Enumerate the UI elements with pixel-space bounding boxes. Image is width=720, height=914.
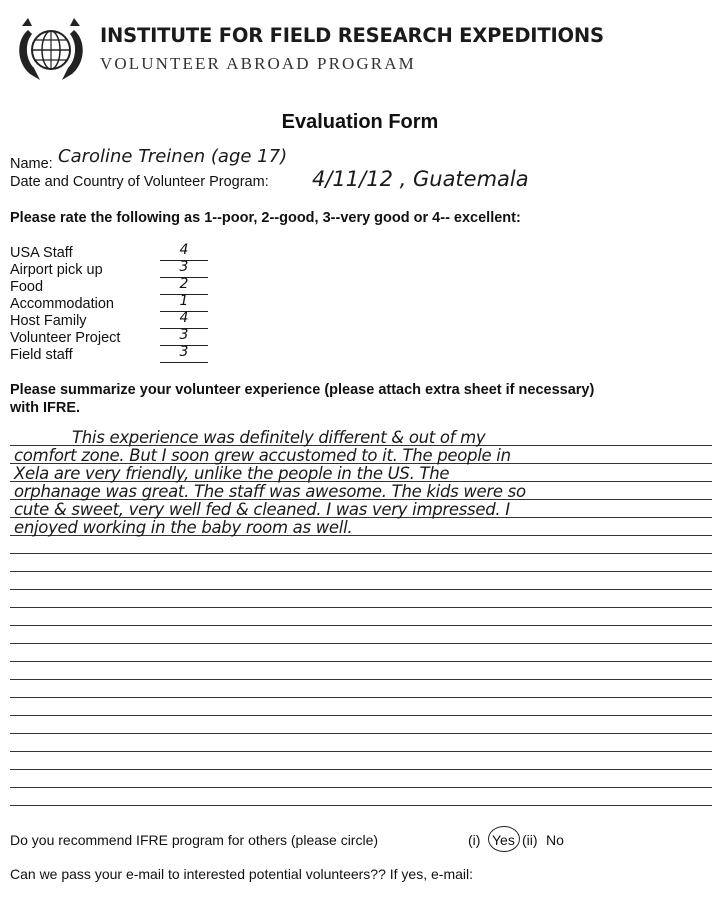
ruled-line <box>10 733 712 734</box>
rating-label: Food <box>10 279 44 295</box>
summary-prompt-cont: with IFRE. <box>10 400 81 416</box>
rating-value: 3 <box>179 327 189 343</box>
name-value: Caroline Treinen (age 17) <box>58 146 288 167</box>
answer-text-line: cute & sweet, very well fed & cleaned. I was very impressed. I <box>14 500 510 519</box>
ruled-line <box>10 805 712 806</box>
rating-value: 1 <box>179 293 189 309</box>
name-label: Name: <box>10 156 53 172</box>
answer-text-line: This experience was definitely different & out of my <box>72 428 486 447</box>
answer-text-line: Xela are very friendly, unlike the people in the US. The <box>14 464 450 483</box>
rating-value: 2 <box>179 276 189 292</box>
rating-instruction: Please rate the following as 1--poor, 2--good, 3--very good or 4-- excellent: <box>10 210 521 226</box>
option-no[interactable]: No <box>546 832 564 848</box>
recommend-question: Do you recommend IFRE program for others (please circle) <box>10 832 379 848</box>
rating-label: Airport pick up <box>10 262 103 278</box>
rating-label: Field staff <box>10 347 73 363</box>
rating-row-field-staff <box>10 344 210 364</box>
rating-value: 3 <box>179 259 189 275</box>
answer-text-line: comfort zone. But I soon grew accustomed to it. The people in <box>14 446 511 465</box>
rating-value: 4 <box>179 310 189 326</box>
ruled-line <box>10 589 712 590</box>
ruled-line <box>10 715 712 716</box>
date-country-value: 4/11/12 , Guatemala <box>312 167 529 191</box>
selection-circle <box>488 826 520 852</box>
ruled-line <box>10 769 712 770</box>
ruled-line <box>10 787 712 788</box>
rating-label: Volunteer Project <box>10 330 121 346</box>
ruled-line <box>10 661 712 662</box>
answer-text-line: orphanage was great. The staff was awesome. The kids were so <box>14 482 526 501</box>
ruled-line <box>10 625 712 626</box>
ruled-line <box>10 643 712 644</box>
ruled-line <box>10 571 712 572</box>
form-title: Evaluation Form <box>281 111 439 133</box>
organization-name: INSTITUTE FOR FIELD RESEARCH EXPEDITIONS <box>100 24 604 47</box>
program-name: VOLUNTEER ABROAD PROGRAM <box>100 54 416 73</box>
summary-prompt: Please summarize your volunteer experience (please attach extra sheet if necessary) <box>10 382 595 398</box>
ruled-line <box>10 679 712 680</box>
rating-line <box>160 362 208 363</box>
option-yes[interactable]: Yes <box>492 832 515 848</box>
ruled-line <box>10 751 712 752</box>
option-no-prefix: (ii) <box>522 832 538 848</box>
email-question: Can we pass your e-mail to interested potential volunteers?? If yes, e-mail: <box>10 866 474 882</box>
date-country-label: Date and Country of Volunteer Program: <box>10 174 269 190</box>
rating-label: Host Family <box>10 313 87 329</box>
ruled-line <box>10 607 712 608</box>
rating-value: 4 <box>179 242 189 258</box>
rating-label: USA Staff <box>10 245 73 261</box>
rating-value: 3 <box>179 344 189 360</box>
answer-text-line: enjoyed working in the baby room as well. <box>14 518 353 537</box>
ruled-line <box>10 553 712 554</box>
option-yes-prefix: (i) <box>468 832 481 848</box>
rating-label: Accommodation <box>10 296 114 312</box>
globe-hands-icon <box>10 10 92 90</box>
ruled-line <box>10 697 712 698</box>
